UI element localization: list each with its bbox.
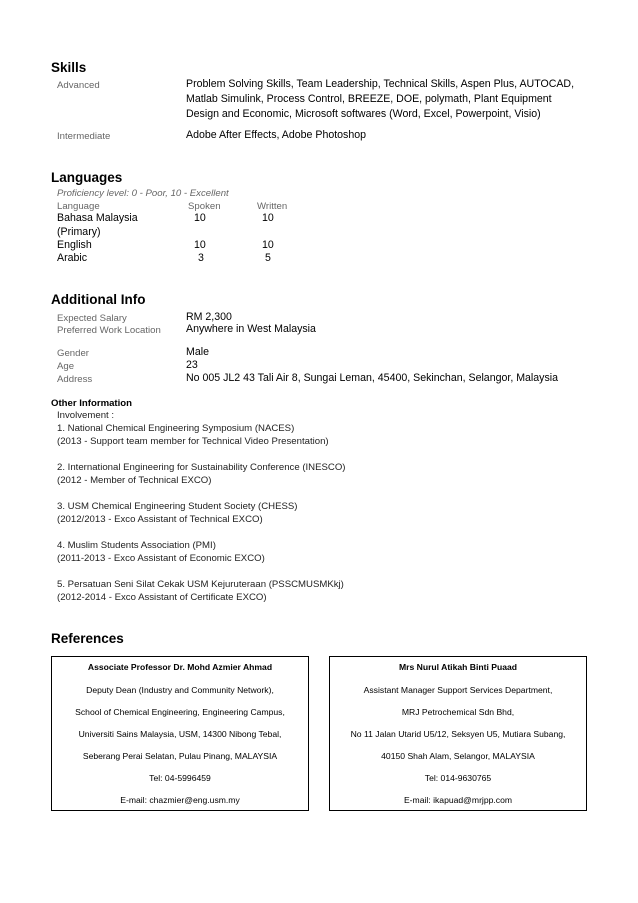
intermediate-label: Intermediate: [57, 131, 111, 142]
spoken-col-header: Spoken: [188, 201, 221, 212]
language-name: Bahasa Malaysia: [57, 212, 138, 224]
spoken-score: 10: [194, 212, 206, 224]
involvement-item: 2. International Engineering for Sustainability Conference (INESCO): [57, 462, 346, 473]
reference-address-line: 40150 Shah Alam, Selangor, MALAYSIA: [381, 751, 535, 761]
reference-email[interactable]: E-mail: chazmier@eng.usm.my: [120, 795, 240, 805]
involvement-intro: Involvement :: [57, 410, 115, 421]
reference-card-1: [51, 656, 309, 811]
gender: Male: [186, 346, 209, 358]
advanced-label: Advanced: [57, 80, 100, 91]
proficiency-note: Proficiency level: 0 - Poor, 10 - Excellent: [57, 188, 229, 199]
intermediate-skills: Adobe After Effects, Adobe Photoshop: [186, 129, 367, 141]
involvement-detail: (2012-2014 - Exco Assistant of Certificate EXCO): [57, 592, 267, 603]
involvement-item: 3. USM Chemical Engineering Student Society (CHESS): [57, 501, 298, 512]
reference-name: Associate Professor Dr. Mohd Azmier Ahmad: [87, 662, 273, 672]
involvement-detail: (2011-2013 - Exco Assistant of Economic EXCO): [57, 553, 265, 564]
involvement-item: 5. Persatuan Seni Silat Cekak USM Kejuruteraan (PSSCMUSMKkj): [57, 579, 344, 590]
address-label: Address: [57, 374, 93, 385]
skills-heading: Skills: [51, 60, 87, 75]
involvement-detail: (2012/2013 - Exco Assistant of Technical EXCO): [57, 514, 263, 525]
language-note: (Primary): [57, 226, 101, 238]
gender-label: Gender: [57, 348, 89, 359]
spoken-score: 3: [198, 252, 204, 264]
written-score: 10: [262, 239, 274, 251]
language-col-header: Language: [57, 201, 100, 212]
advanced-skills-line-3: Design and Economic, Microsoft softwares (Word, Excel, Powerpoint, Visio): [186, 108, 541, 120]
languages-heading: Languages: [51, 170, 123, 185]
written-col-header: Written: [257, 201, 288, 212]
reference-position: Assistant Manager Support Services Department,: [363, 685, 553, 695]
reference-name: Mrs Nurul Atikah Binti Puaad: [398, 662, 518, 672]
age: 23: [186, 359, 198, 371]
involvement-item: 4. Muslim Students Association (PMI): [57, 540, 216, 551]
age-label: Age: [57, 361, 75, 372]
advanced-skills-line-2: Matlab Simulink, Process Control, BREEZE, DOE, polymath, Plant Equipment: [186, 93, 552, 105]
language-name: English: [57, 239, 92, 251]
expected-salary: RM 2,300: [186, 311, 232, 323]
involvement-detail: (2013 - Support team member for Technical Video Presentation): [57, 436, 329, 447]
reference-address-line: School of Chemical Engineering, Engineering Campus,: [75, 707, 285, 717]
reference-card-2: [329, 656, 587, 811]
reference-tel: Tel: 014-9630765: [424, 773, 492, 783]
spoken-score: 10: [194, 239, 206, 251]
involvement-item: 1. National Chemical Engineering Symposium (NACES): [57, 423, 295, 434]
reference-address-line: No 11 Jalan Utarid U5/12, Seksyen U5, Mutiara Subang,: [350, 729, 566, 739]
address: No 005 JL2 43 Tali Air 8, Sungai Leman, 45400, Sekinchan, Selangor, Malaysia: [186, 372, 559, 384]
additional-info-heading: Additional Info: [51, 292, 146, 307]
expected-salary-label: Expected Salary: [57, 313, 127, 324]
reference-address-line: Seberang Perai Selatan, Pulau Pinang, MALAYSIA: [82, 751, 278, 761]
advanced-skills-line-1: Problem Solving Skills, Team Leadership, Technical Skills, Aspen Plus, AUTOCAD,: [186, 78, 575, 90]
reference-email[interactable]: E-mail: ikapuad@mrjpp.com: [403, 795, 513, 805]
reference-address-line: Universiti Sains Malaysia, USM, 14300 Nibong Tebal,: [78, 729, 282, 739]
reference-address-line: MRJ Petrochemical Sdn Bhd,: [401, 707, 515, 717]
language-name: Arabic: [57, 252, 88, 264]
work-location-label: Preferred Work Location: [57, 325, 161, 336]
written-score: 5: [265, 252, 271, 264]
reference-position: Deputy Dean (Industry and Community Network),: [86, 685, 274, 695]
references-heading: References: [51, 631, 124, 646]
involvement-detail: (2012 - Member of Technical EXCO): [57, 475, 212, 486]
other-information-heading: Other Information: [51, 398, 133, 409]
work-location: Anywhere in West Malaysia: [186, 323, 316, 335]
written-score: 10: [262, 212, 274, 224]
reference-tel: Tel: 04-5996459: [149, 773, 211, 783]
